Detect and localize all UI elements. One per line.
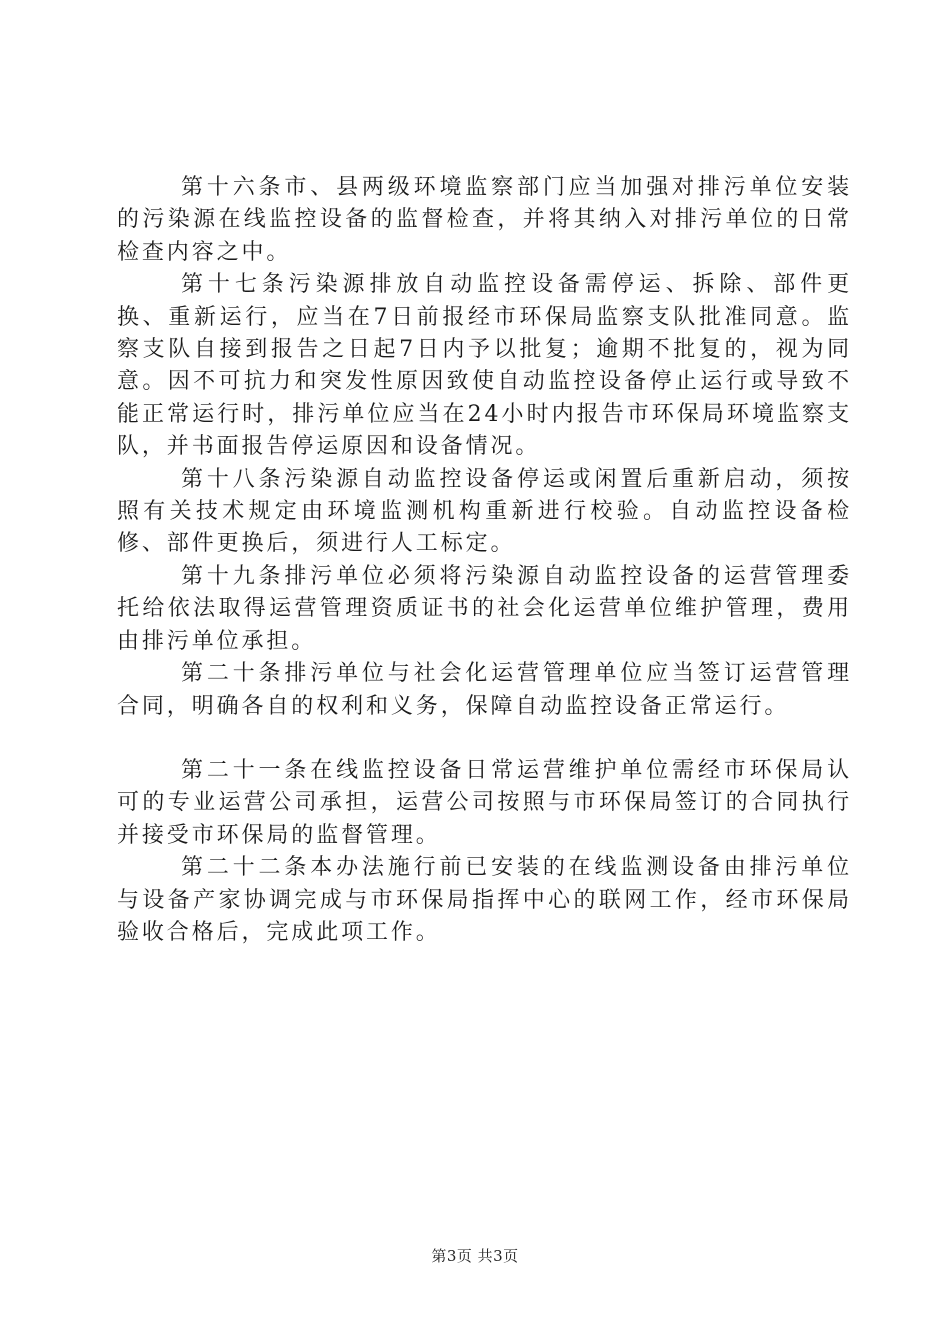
- document-body: [117, 172, 852, 949]
- article-21-paragraph: 第二十一条在线监控设备日常运营维护单位需经市环保局认可的专业运营公司承担，运营公司按照与市环保局签订的合同执行并接受市环保局的监督管理。: [117, 757, 852, 848]
- article-20-paragraph: 第二十条排污单位与社会化运营管理单位应当签订运营管理合同，明确各自的权利和义务，保障自动监控设备正常运行。: [117, 661, 852, 719]
- article-17-paragraph: 第十七条污染源排放自动监控设备需停运、拆除、部件更换、重新运行，应当在7日前报经市环保局监察支队批准同意。监察支队自接到报告之日起7日内予以批复；逾期不批复的，视为同意。因不可抗力和突发性原因致使自动监控设备停止运行或导致不能正常运行时，排污单位应当在24小时内报告市环保局环境监察支队，并书面报告停运原因和设备情况。: [117, 272, 852, 460]
- article-19-paragraph: 第十九条排污单位必须将污染源自动监控设备的运营管理委托给依法取得运营管理资质证书的社会化运营单位维护管理，费用由排污单位承担。: [117, 563, 852, 654]
- page-number-label: 第3页 共3页: [431, 1247, 519, 1265]
- article-22-paragraph: 第二十二条本办法施行前已安装的在线监测设备由排污单位与设备产家协调完成与市环保局指挥中心的联网工作，经市环保局验收合格后，完成此项工作。: [117, 855, 852, 945]
- page-footer: [0, 1246, 950, 1266]
- article-16-paragraph: 第十六条市、县两级环境监察部门应当加强对排污单位安装的污染源在线监控设备的监督检查，并将其纳入对排污单位的日常检查内容之中。: [117, 175, 852, 265]
- article-18-paragraph: 第十八条污染源自动监控设备停运或闲置后重新启动，须按照有关技术规定由环境监测机构重新进行校验。自动监控设备检修、部件更换后，须进行人工标定。: [117, 466, 852, 557]
